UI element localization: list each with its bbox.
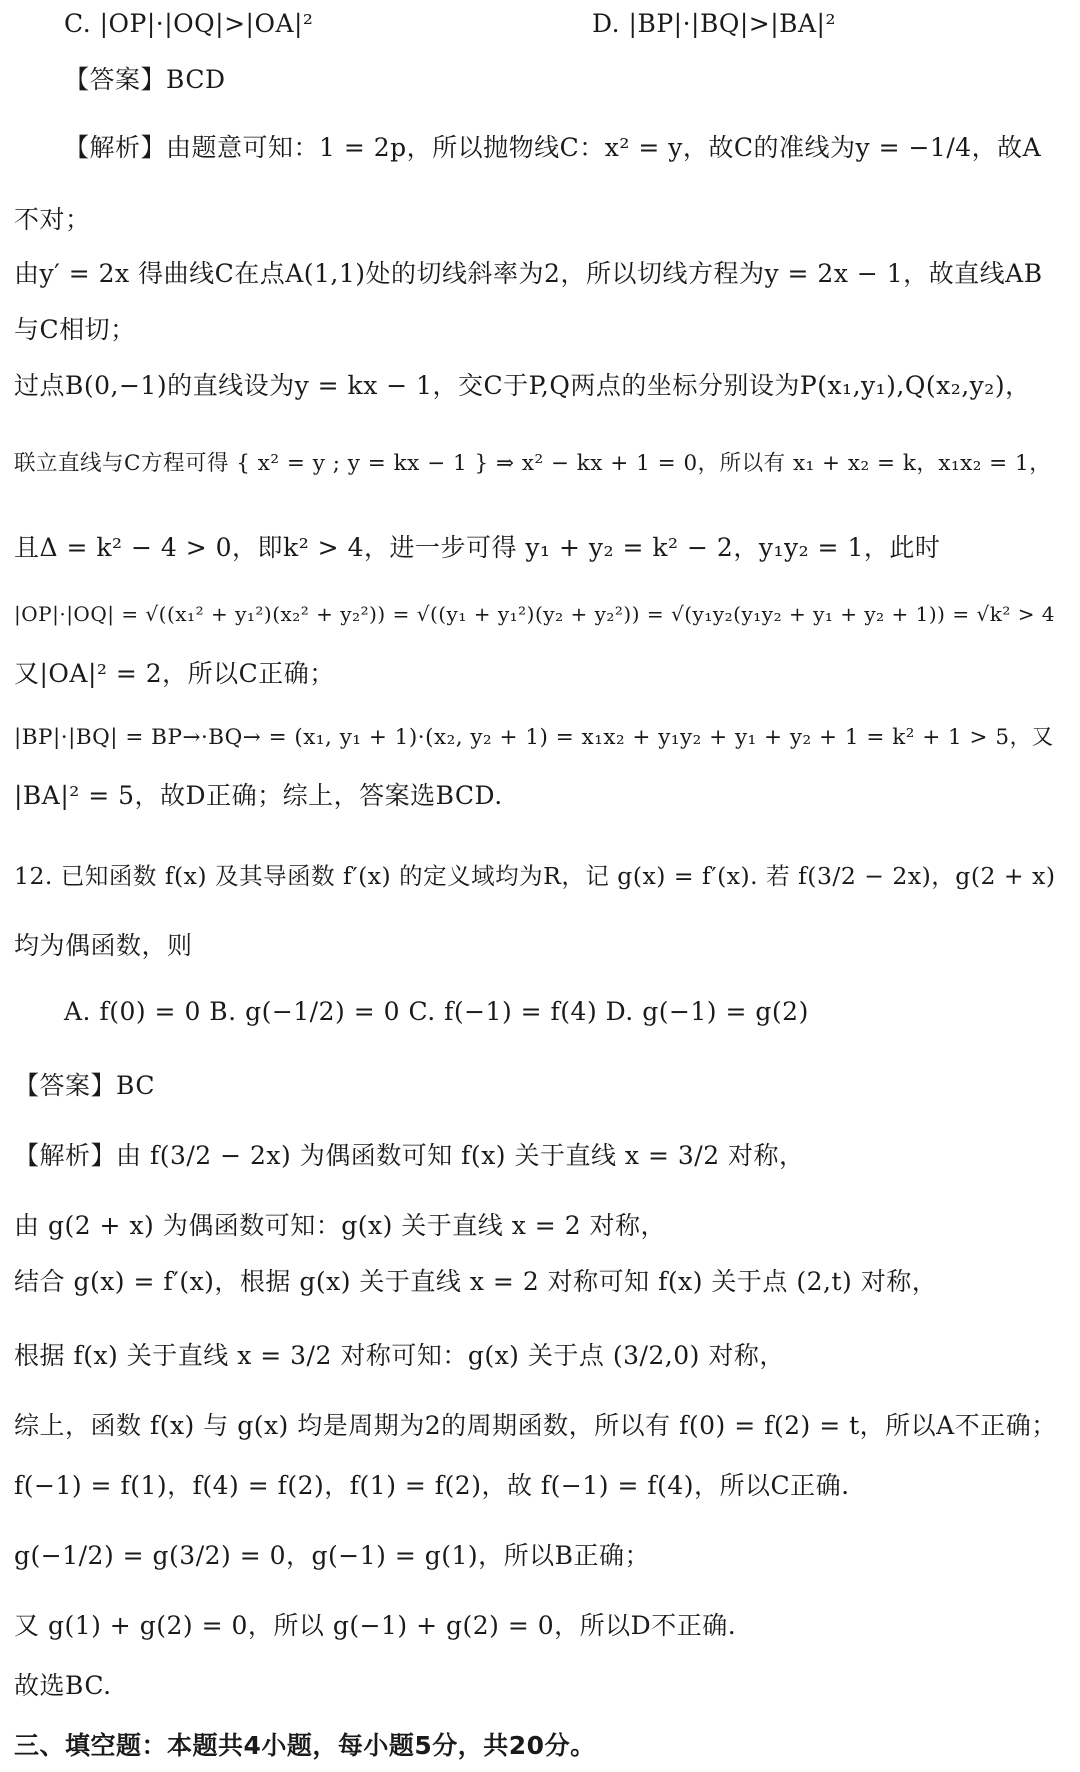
q12-solution-line: 由 g(2 + x) 为偶函数可知：g(x) 关于直线 x = 2 对称， bbox=[14, 1211, 667, 1240]
section-heading: 三、填空题：本题共4小题，每小题5分，共20分。 bbox=[14, 1731, 596, 1760]
q12-solution-line: 故选BC. bbox=[14, 1671, 112, 1700]
q11-solution-line: 且Δ = k² − 4 > 0，即k² > 4，进一步可得 y₁ + y₂ = k² − 2，y₁y₂ = 1，此时 bbox=[14, 533, 941, 562]
q12-solution-line: 综上，函数 f(x) 与 g(x) 均是周期为2的周期函数，所以有 f(0) = f(2) = t，所以A不正确； bbox=[14, 1411, 1057, 1440]
q12-answer: 【答案】BC bbox=[14, 1071, 155, 1100]
q12-solution-line: 结合 g(x) = f′(x)，根据 g(x) 关于直线 x = 2 对称可知 f(x) 关于点 (2,t) 对称， bbox=[14, 1267, 938, 1296]
q12-stem: 均为偶函数，则 bbox=[14, 931, 193, 960]
q11-solution-line: 联立直线与C方程可得 { x² = y ; y = kx − 1 } ⇒ x² − kx + 1 = 0，所以有 x₁ + x₂ = k，x₁x₂ = 1， bbox=[14, 451, 1052, 476]
q11-answer: 【答案】BCD bbox=[64, 65, 226, 94]
q12-solution-line: f(−1) = f(1)，f(4) = f(2)，f(1) = f(2)，故 f(−1) = f(4)，所以C正确. bbox=[14, 1471, 850, 1500]
q11-solution-line: |BP|·|BQ| = BP→·BQ→ = (x₁, y₁ + 1)·(x₂, y₂ + 1) = x₁x₂ + y₁y₂ + y₁ + y₂ + 1 = k² + 1 > 5，又 bbox=[14, 725, 1054, 750]
q11-option-c: C. |OP|·|OQ|>|OA|² bbox=[64, 9, 314, 38]
q11-solution-line: |BA|² = 5，故D正确；综上，答案选BCD. bbox=[14, 781, 503, 810]
q12-solution-line: 【解析】由 f(3/2 − 2x) 为偶函数可知 f(x) 关于直线 x = 3/2 对称， bbox=[14, 1141, 805, 1170]
q11-solution-line: 不对； bbox=[14, 205, 91, 234]
q11-solution-line: 由y′ = 2x 得曲线C在点A(1,1)处的切线斜率为2，所以切线方程为y = 2x − 1，故直线AB bbox=[14, 259, 1043, 288]
q11-solution-line: 【解析】由题意可知：1 = 2p，所以抛物线C：x² = y，故C的准线为y = −1/4，故A bbox=[64, 133, 1042, 162]
q12-solution-line: 根据 f(x) 关于直线 x = 3/2 对称可知：g(x) 关于点 (3/2,0) 对称， bbox=[14, 1341, 785, 1370]
q12-solution-line: g(−1/2) = g(3/2) = 0，g(−1) = g(1)，所以B正确； bbox=[14, 1541, 651, 1570]
q11-solution-line: 与C相切； bbox=[14, 315, 136, 344]
q11-solution-line: |OP|·|OQ| = √((x₁² + y₁²)(x₂² + y₂²)) = √((y₁ + y₁²)(y₂ + y₂²)) = √(y₁y₂(y₁y₂ + y₁ + y₂ + 1)) = √k² > 4 bbox=[14, 602, 1056, 626]
q12-solution-line: 又 g(1) + g(2) = 0，所以 g(−1) + g(2) = 0，所以D不正确. bbox=[14, 1611, 737, 1640]
q12-stem: 12. 已知函数 f(x) 及其导函数 f′(x) 的定义域均为R，记 g(x) = f′(x). 若 f(3/2 − 2x)，g(2 + x) bbox=[14, 862, 1056, 890]
q11-solution-line: 过点B(0,−1)的直线设为y = kx − 1，交C于P,Q两点的坐标分别设为P(x₁,y₁),Q(x₂,y₂)， bbox=[14, 371, 1031, 400]
q11-solution-line: 又|OA|² = 2，所以C正确； bbox=[14, 659, 335, 688]
q11-option-d: D. |BP|·|BQ|>|BA|² bbox=[592, 9, 836, 38]
q12-options: A. f(0) = 0 B. g(−1/2) = 0 C. f(−1) = f(4) D. g(−1) = g(2) bbox=[64, 997, 809, 1026]
